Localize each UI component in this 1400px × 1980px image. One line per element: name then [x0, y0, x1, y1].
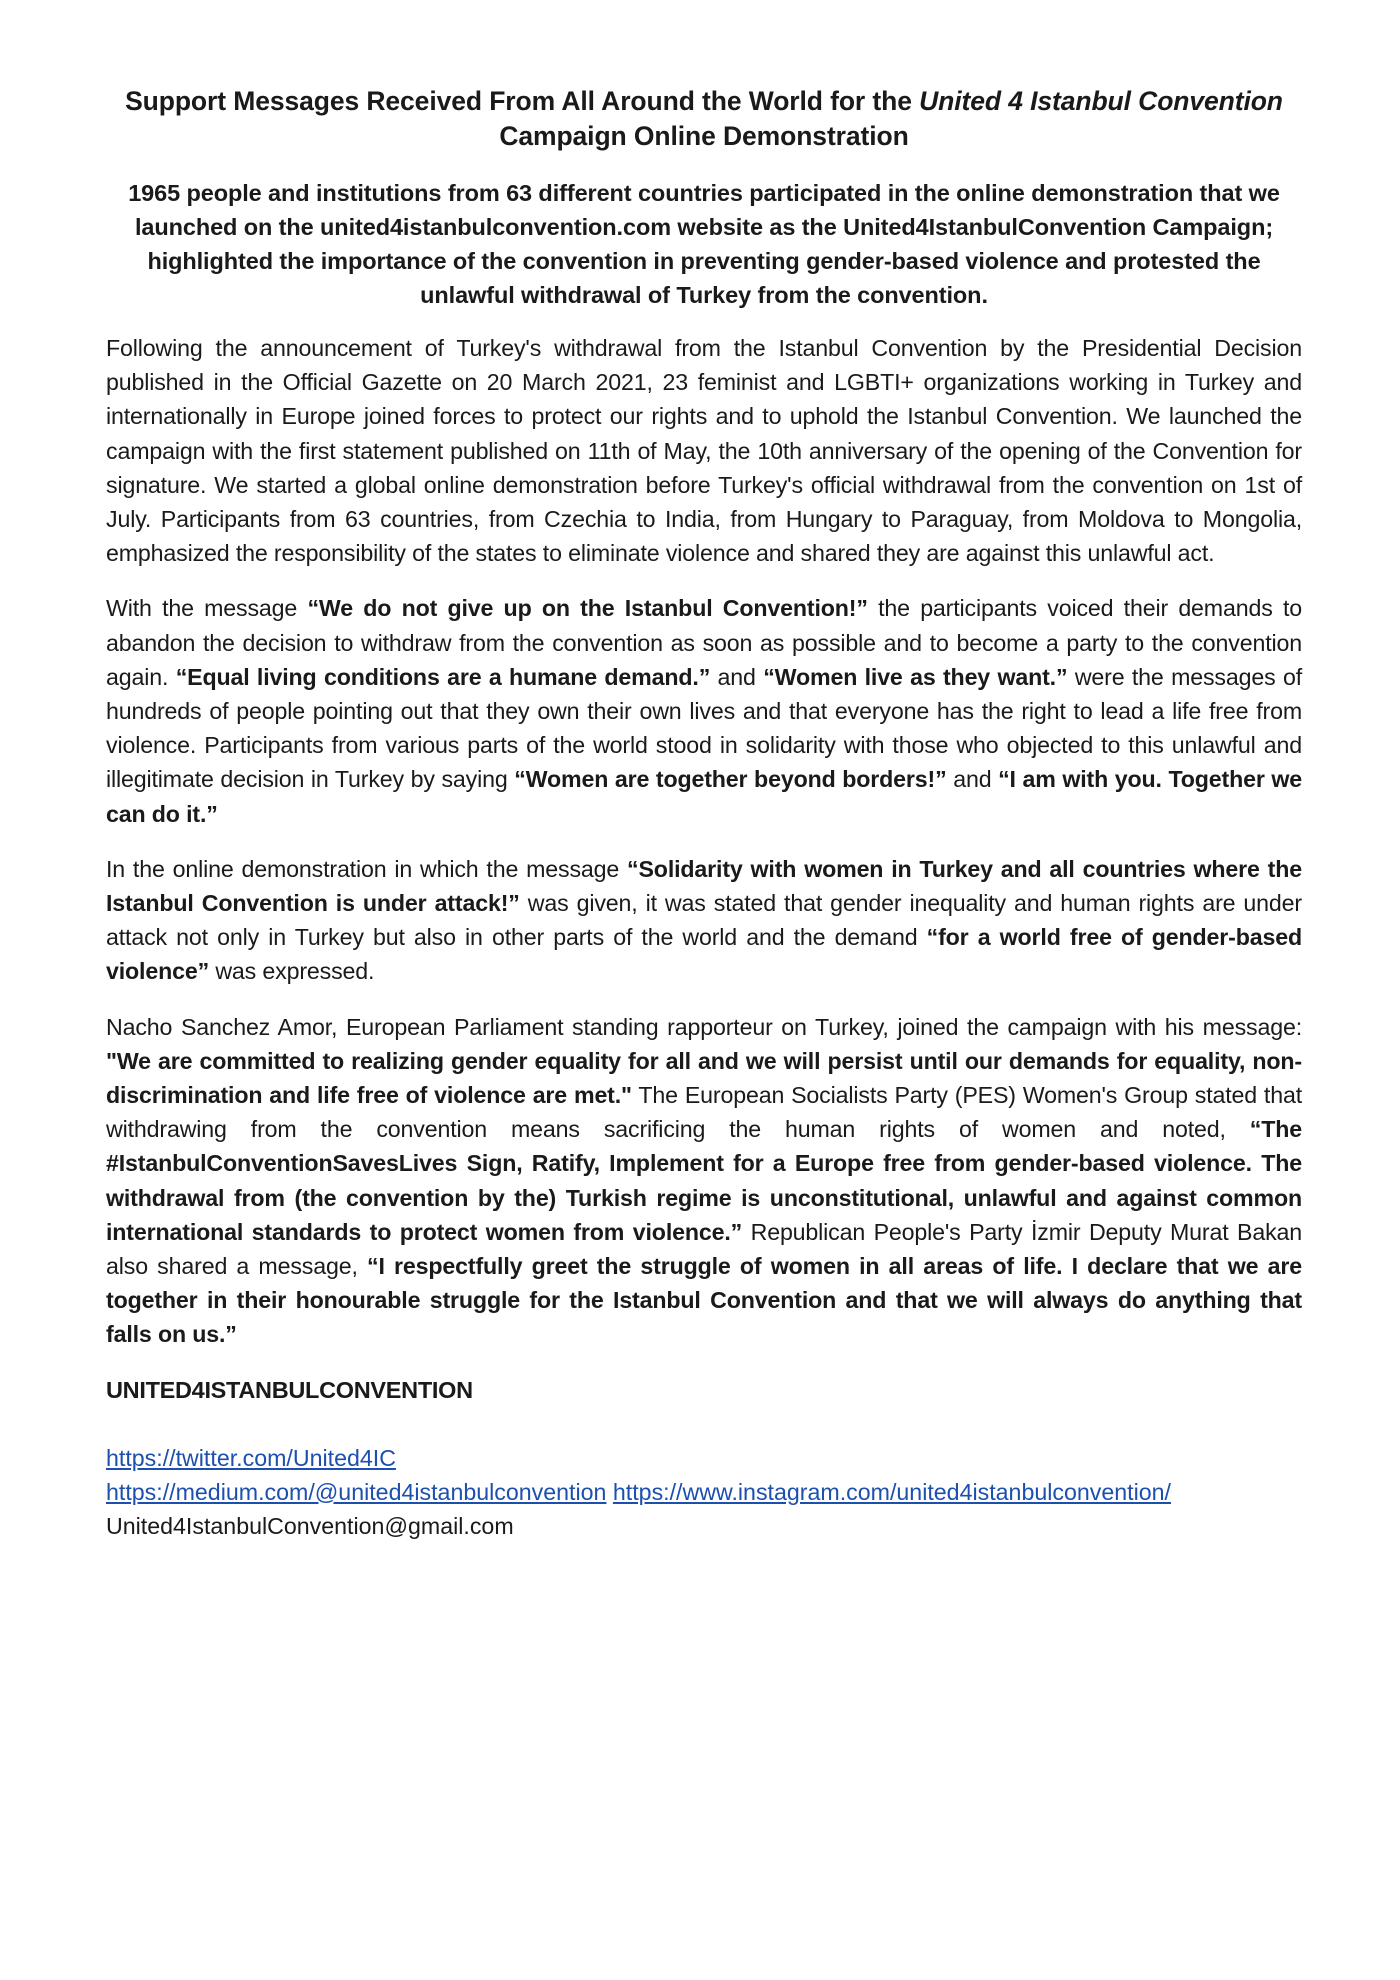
- paragraph-text: was expressed.: [209, 958, 375, 985]
- paragraph-text: were the messages of hundreds of people pointing out that they own their own lives and that everyone has the right to lead a life free from violence. Participants from various parts of the world stood in solidarity with those who objected to this unlawful and illegitimate decision in Turkey by saying: [106, 663, 1302, 793]
- paragraph-text: The European Socialists Party (PES) Women's Group stated that withdrawing from the convention means sacrificing the human rights of women and noted,: [106, 1082, 1303, 1143]
- document-title: [106, 84, 1302, 154]
- body-paragraph: [106, 1010, 1302, 1352]
- quoted-message: “Equal living conditions are a humane demand.”: [175, 663, 711, 690]
- campaign-signature: UNITED4ISTANBULCONVENTION: [106, 1376, 473, 1403]
- twitter-link[interactable]: https://twitter.com/United4IC: [106, 1444, 396, 1471]
- title-part-1: Support Messages Received From All Around the World for the: [125, 86, 920, 116]
- paragraph-text: was given, it was stated that gender inequality and human rights are under attack not only in Turkey but also in other parts of the world and the demand: [106, 890, 1302, 951]
- quoted-message: “I am with you. Together we can do it.”: [106, 766, 1302, 827]
- quoted-message: “Women are together beyond borders!”: [514, 766, 947, 793]
- paragraph-text: Following the announcement of Turkey's withdrawal from the Istanbul Convention by the Presidential Decision published in the Official Gazette on 20 March 2021, 23 feminist and LGBTI+ organizations working in Turkey and internationally in Europe joined forces to protect our rights and to uphold the Istanbul Convention. We launched the campaign with the first statement published on 11th of May, the 10th anniversary of the opening of the Convention for signature. We started a global online demonstration before Turkey's official withdrawal from the convention on 1st of July. Participants from 63 countries, from Czechia to India, from Hungary to Paraguay, from Moldova to Mongolia, emphasized the responsibility of the states to eliminate violence and shared they are against this unlawful act.: [106, 335, 1302, 567]
- medium-link[interactable]: https://medium.com/@united4istanbulconvention: [106, 1478, 607, 1505]
- paragraph-text: In the online demonstration in which the message: [106, 855, 628, 882]
- body-paragraph: [106, 591, 1302, 830]
- paragraph-text: and: [946, 766, 999, 793]
- document-page: [106, 84, 1302, 1543]
- title-part-2: Campaign Online Demonstration: [499, 121, 909, 151]
- quoted-message: "We are committed to realizing gender equality for all and we will persist until our demands for equality, non-discrimination and life free of violence are met.": [106, 1047, 1302, 1109]
- instagram-link[interactable]: https://www.instagram.com/united4istanbulconvention/: [612, 1478, 1171, 1505]
- quoted-message: “for a world free of gender-based violence”: [106, 924, 1302, 985]
- title-campaign-name: United 4 Istanbul Convention: [919, 86, 1283, 116]
- document-summary: 1965 people and institutions from 63 different countries participated in the online demonstration that we launched on the united4istanbulconvention.com website as the United4IstanbulConvention Campaign; highlighted the importance of the convention in preventing gender-based violence and protested the unlawful withdrawal of Turkey from the convention.: [128, 180, 1280, 308]
- paragraph-text: Nacho Sanchez Amor, European Parliament standing rapporteur on Turkey, joined the campaign with his message:: [106, 1013, 1302, 1040]
- contact-links: [106, 1441, 1302, 1543]
- paragraph-text: the participants voiced their demands to abandon the decision to withdraw from the convention as soon as possible and to become a party to the convention again.: [106, 595, 1302, 690]
- body-paragraphs: [106, 331, 1302, 1352]
- quoted-message: “Solidarity with women in Turkey and all countries where the Istanbul Convention is under attack!”: [106, 855, 1303, 917]
- paragraph-text: Republican People's Party İzmir Deputy Murat Bakan also shared a message,: [106, 1218, 1303, 1280]
- body-paragraph: [106, 331, 1302, 570]
- paragraph-text: and: [710, 663, 764, 690]
- body-paragraph: [106, 852, 1302, 989]
- quoted-message: “We do not give up on the Istanbul Convention!”: [307, 595, 868, 622]
- quoted-message: “Women live as they want.”: [763, 663, 1068, 690]
- contact-email: United4IstanbulConvention@gmail.com: [106, 1512, 514, 1539]
- paragraph-text: With the message: [106, 595, 308, 622]
- quoted-message: “The #IstanbulConventionSavesLives Sign, Ratify, Implement for a Europe free from gender-based violence. The withdrawal from (the convention by the) Turkish regime is unconstitutional, unlawful and against common international standards to protect women from violence.”: [106, 1116, 1302, 1245]
- quoted-message: “I respectfully greet the struggle of women in all areas of life. I declare that we are together in their honourable struggle for the Istanbul Convention and that we will always do anything that falls on us.”: [106, 1253, 1302, 1348]
